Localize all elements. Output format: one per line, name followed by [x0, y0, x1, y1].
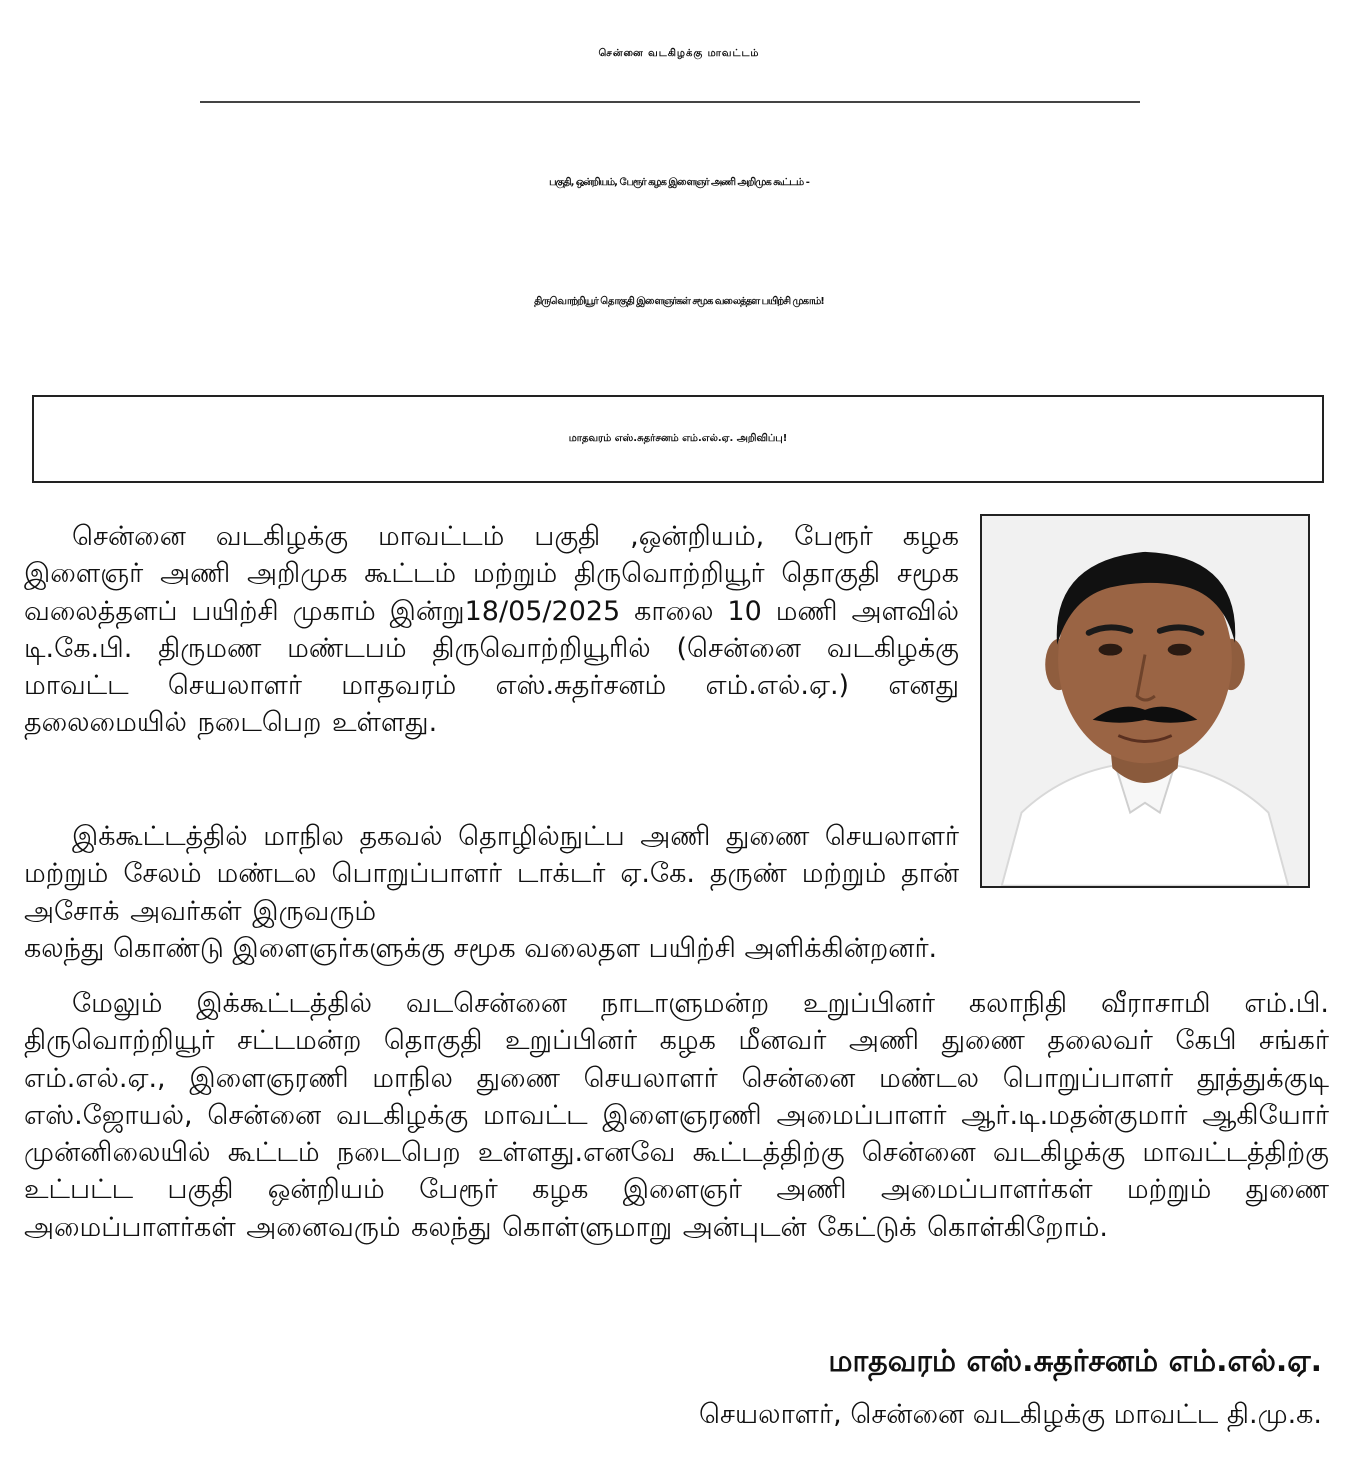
- portrait-illustration: [982, 516, 1308, 886]
- signatory-role: செயலாளர், சென்னை வடகிழக்கு மாவட்ட தி.மு.க.: [699, 1399, 1322, 1430]
- signatory-name: மாதவரம் எஸ்.சுதர்சனம் எம்.எல்.ஏ.: [828, 1344, 1322, 1379]
- headline-line-1: பகுதி, ஒன்றியம், பேரூர் கழக இளைஞர் அணி அறிமுக கூட்டம் -: [549, 177, 809, 188]
- district-title: சென்னை வடகிழக்கு மாவட்டம்: [598, 48, 760, 59]
- portrait-photo: [980, 514, 1310, 888]
- title-underline: [200, 101, 1140, 103]
- headline-line-2: திருவொற்றியூர் தொகுதி இளைஞர்கள் சமூக வலைத்தள பயிற்சி முகாம்!: [534, 296, 824, 307]
- body-paragraph-2: இக்கூட்டத்தில் மாநில தகவல் தொழில்நுட்ப அணி துணை செயலாளர் மற்றும் சேலம் மண்டல பொறுப்பாளர் டாக்டர் ஏ.கே. தருண் மற்றும் தான் அசோக் அவர்கள் இருவரும்: [24, 821, 959, 927]
- announcement-banner: மாதவரம் எஸ்.சுதர்சனம் எம்.எல்.ஏ. அறிவிப்பு!: [32, 395, 1324, 483]
- body-paragraph-1: சென்னை வடகிழக்கு மாவட்டம் பகுதி ,ஒன்றியம், பேரூர் கழக இளைஞர் அணி அறிமுக கூட்டம் மற்றும் திருவொற்றியூர் தொகுதி சமூக வலைத்தளப் பயிற்சி முகாம் இன்று18/05/2025 காலை 10 மணி அளவில் டி.கே.பி. திருமண மண்டபம் திருவொற்றியூரில் (சென்னை வடகிழக்கு மாவட்ட செயலாளர் மாதவரம் எஸ்.சுதர்சனம் எம்.எல்.ஏ.) எனது தலைமையில் நடைபெற உள்ளது.: [24, 521, 959, 739]
- body-paragraph-2-continued: கலந்து கொண்டு இளைஞர்களுக்கு சமூக வலைதள பயிற்சி அளிக்கின்றனர்.: [24, 933, 938, 964]
- body-paragraph-3: மேலும் இக்கூட்டத்தில் வடசென்னை நாடாளுமன்ற உறுப்பினர் கலாநிதி வீராசாமி எம்.பி. திருவொற்றியூர் சட்டமன்ற தொகுதி உறுப்பினர் கழக மீனவர் அணி துணை தலைவர் கேபி சங்கர் எம்.எல்.ஏ., இளைஞரணி மாநில துணை செயலாளர் சென்னை மண்டல பொறுப்பாளர் தூத்துக்குடி எஸ்.ஜோயல், சென்னை வடகிழக்கு மாவட்ட இளைஞரணி அமைப்பாளர் ஆர்.டி.மதன்குமார் ஆகியோர் முன்னிலையில் கூட்டம் நடைபெற உள்ளது.எனவே கூட்டத்திற்கு சென்னை வடகிழக்கு மாவட்டத்திற்கு உட்பட்ட பகுதி ஒன்றியம் பேரூர் கழக இளைஞர் அணி அமைப்பாளர்கள் மற்றும் துணை அமைப்பாளர்கள் அனைவரும் கலந்து கொள்ளுமாறு அன்புடன் கேட்டுக் கொள்கிறோம்.: [24, 988, 1329, 1243]
